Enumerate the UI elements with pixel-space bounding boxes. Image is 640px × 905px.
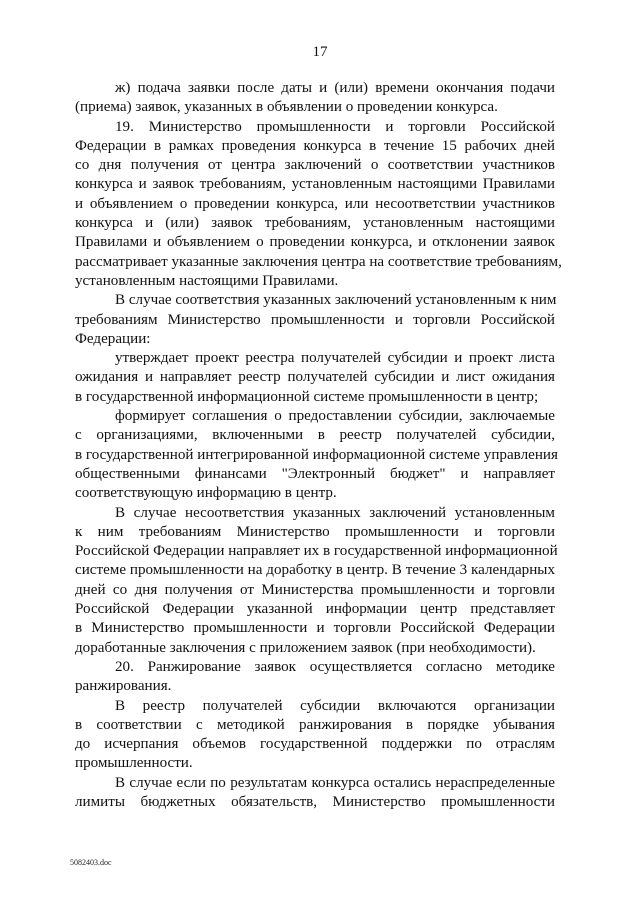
paragraph-line: к ним требованиям Министерство промышленности и торговли [75, 523, 555, 540]
paragraph-line: в Министерство промышленности и торговли Российской Федерации [75, 620, 555, 637]
paragraph [75, 291, 555, 349]
paragraph-line: лимиты бюджетных обязательств, Министерство промышленности [75, 793, 555, 810]
paragraph-line: В случае несоответствия указанных заключений установленным [115, 504, 555, 521]
paragraph-line: требованиям Министерство промышленности и торговли Российской [75, 311, 555, 328]
paragraph-line: Федерации: [75, 330, 151, 347]
paragraph-line: Российской Федерации направляет их в государственной информационной [75, 543, 558, 560]
paragraph-line: системе промышленности на доработку в центр. В течение 3 календарных [75, 562, 555, 579]
paragraph-line: утверждает проект реестра получателей субсидии и проект листа [115, 350, 555, 367]
paragraph-line: В реестр получателей субсидии включаются организации [115, 697, 555, 714]
paragraph-line: ж) подача заявки после даты и (или) времени окончания подачи [115, 80, 555, 96]
paragraph-line: установленным настоящими Правилами. [75, 272, 339, 289]
paragraph-line: ожидания и направляет реестр получателей субсидии и лист ожидания [75, 369, 555, 386]
paragraph-line: промышленности. [75, 755, 193, 772]
paragraph-line: 20. Ранжирование заявок осуществляется согласно методике [115, 658, 555, 675]
page-number: 17 [312, 44, 328, 60]
paragraph-line: доработанные заключения с приложением заявок (при необходимости). [75, 639, 536, 656]
paragraph-line: в соответствии с методикой ранжирования в порядке убывания [75, 716, 555, 733]
paragraph-line: со дня получения от центра заключений о соответствии участников [75, 157, 555, 174]
paragraph-line: конкурса и заявок требованиям, установленным настоящими Правилами [75, 176, 555, 193]
paragraph [75, 658, 555, 697]
paragraph-line: Федерации в рамках проведения конкурса в течение 15 рабочих дней [75, 137, 555, 154]
paragraph [75, 504, 558, 658]
paragraph [75, 79, 555, 118]
paragraph-line: и объявлением о проведении конкурса, или несоответствии участников [75, 195, 555, 212]
paragraph-line: формирует соглашения о предоставлении субсидии, заключаемые [115, 408, 555, 425]
paragraph-line: общественными финансами "Электронный бюджет" и направляет [75, 465, 555, 482]
document-file-code: 5082403.doc [70, 858, 112, 867]
paragraph-line: в государственной интегрированной информационной системе управления [75, 446, 558, 463]
paragraph-line: в государственной информационной системе промышленности в центр; [75, 388, 539, 405]
paragraph [75, 118, 562, 292]
paragraph-line: В случае соответствия указанных заключений установленным к ним [115, 292, 557, 309]
paragraph-line: конкурса и (или) заявок требованиям, установленным настоящими [75, 215, 555, 232]
paragraph-line: ранжирования. [75, 678, 172, 695]
paragraph [75, 697, 555, 774]
paragraph-line: соответствующую информацию в центр. [75, 485, 337, 502]
paragraph-line: дней со дня получения от Министерства промышленности и торговли [75, 581, 555, 598]
paragraph-line: с организациями, включенными в реестр получателей субсидии, [75, 427, 555, 444]
paragraph-line: Правилами и объявлением о проведении конкурса, и отклонении заявок [75, 234, 555, 251]
paragraph-line: до исчерпания объемов государственной поддержки по отраслям [75, 736, 555, 753]
paragraph-line: Российской Федерации указанной информации центр представляет [75, 601, 555, 618]
document-body [75, 79, 562, 812]
paragraph [75, 407, 558, 503]
paragraph [75, 774, 555, 813]
paragraph-line: рассматривает указанные заключения центра на соответствие требованиям, [75, 253, 562, 270]
paragraph-line: В случае если по результатам конкурса остались нераспределенные [115, 774, 555, 791]
paragraph-line: (приема) заявок, указанных в объявлении о проведении конкурса. [75, 99, 498, 116]
paragraph-line: 19. Министерство промышленности и торговли Российской [115, 118, 555, 135]
paragraph [75, 349, 555, 407]
